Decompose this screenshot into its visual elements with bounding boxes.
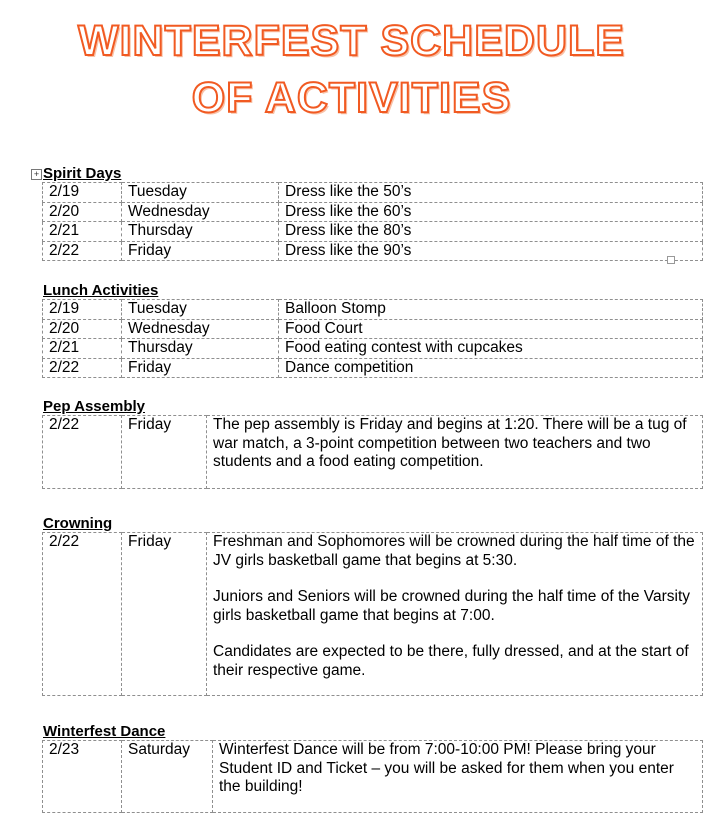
date-cell: 2/19 xyxy=(43,300,122,320)
table-row xyxy=(43,339,703,359)
date-cell: 2/22 xyxy=(43,241,122,261)
day-cell: Friday xyxy=(122,533,207,696)
activity-cell: Balloon Stomp xyxy=(279,300,703,320)
page-title-line-1: WINTERFEST SCHEDULE xyxy=(78,17,625,65)
crowning-table xyxy=(42,532,703,696)
table-row xyxy=(43,241,703,261)
crowning-paragraph-1: Freshman and Sophomores will be crowned during the half time of the JV girls basketball game that begins at 5:30. xyxy=(213,533,695,569)
description-cell: Winterfest Dance will be from 7:00-10:00 PM! Please bring your Student ID and Ticket – you will be asked for them when you enter the building! xyxy=(213,741,703,813)
table-row xyxy=(43,319,703,339)
crowning-paragraph-3: Candidates are expected to be there, fully dressed, and at the start of their respective game. xyxy=(213,643,689,679)
lunch-activities-table xyxy=(42,299,703,378)
table-row xyxy=(43,202,703,222)
spirit-days-heading: Spirit Days xyxy=(43,165,122,182)
table-row xyxy=(43,416,703,489)
activity-cell: Dress like the 50’s xyxy=(279,183,703,203)
spirit-days-table xyxy=(42,182,703,261)
pep-assembly-heading: Pep Assembly xyxy=(43,398,145,415)
day-cell: Wednesday xyxy=(122,202,279,222)
day-cell: Thursday xyxy=(122,222,279,242)
activity-cell: Dress like the 60’s xyxy=(279,202,703,222)
description-cell: The pep assembly is Friday and begins at 1:20. There will be a tug of war match, a 3-point competition between two teachers and two students and a food eating competition. xyxy=(207,416,703,489)
description-cell xyxy=(207,533,703,696)
date-cell: 2/22 xyxy=(43,533,122,696)
crowning-paragraph-2: Juniors and Seniors will be crowned during the half time of the Varsity girls basketball game that begins at 7:00. xyxy=(213,588,691,624)
date-cell: 2/22 xyxy=(43,358,122,378)
date-cell: 2/23 xyxy=(43,741,122,813)
table-row xyxy=(43,533,703,696)
pep-assembly-table xyxy=(42,415,703,489)
day-cell: Tuesday xyxy=(122,300,279,320)
date-cell: 2/21 xyxy=(43,339,122,359)
day-cell: Friday xyxy=(122,416,207,489)
activity-cell: Dress like the 80’s xyxy=(279,222,703,242)
activity-cell: Food eating contest with cupcakes xyxy=(279,339,703,359)
day-cell: Thursday xyxy=(122,339,279,359)
date-cell: 2/20 xyxy=(43,319,122,339)
table-move-handle-icon[interactable]: + xyxy=(31,169,42,180)
winterfest-dance-table xyxy=(42,740,703,813)
activity-cell: Dress like the 90’s xyxy=(279,241,703,261)
activity-cell: Food Court xyxy=(279,319,703,339)
date-cell: 2/19 xyxy=(43,183,122,203)
day-cell: Wednesday xyxy=(122,319,279,339)
day-cell: Friday xyxy=(122,241,279,261)
day-cell: Friday xyxy=(122,358,279,378)
date-cell: 2/21 xyxy=(43,222,122,242)
table-row xyxy=(43,300,703,320)
date-cell: 2/22 xyxy=(43,416,122,489)
lunch-activities-heading: Lunch Activities xyxy=(43,282,159,299)
date-cell: 2/20 xyxy=(43,202,122,222)
page-title-line-2: OF ACTIVITIES xyxy=(191,74,512,122)
table-row xyxy=(43,183,703,203)
table-row xyxy=(43,741,703,813)
table-row xyxy=(43,358,703,378)
crowning-heading: Crowning xyxy=(43,515,113,532)
day-cell: Tuesday xyxy=(122,183,279,203)
day-cell: Saturday xyxy=(122,741,213,813)
table-row xyxy=(43,222,703,242)
activity-cell: Dance competition xyxy=(279,358,703,378)
winterfest-dance-heading: Winterfest Dance xyxy=(43,723,166,740)
table-resize-handle[interactable] xyxy=(667,256,675,264)
